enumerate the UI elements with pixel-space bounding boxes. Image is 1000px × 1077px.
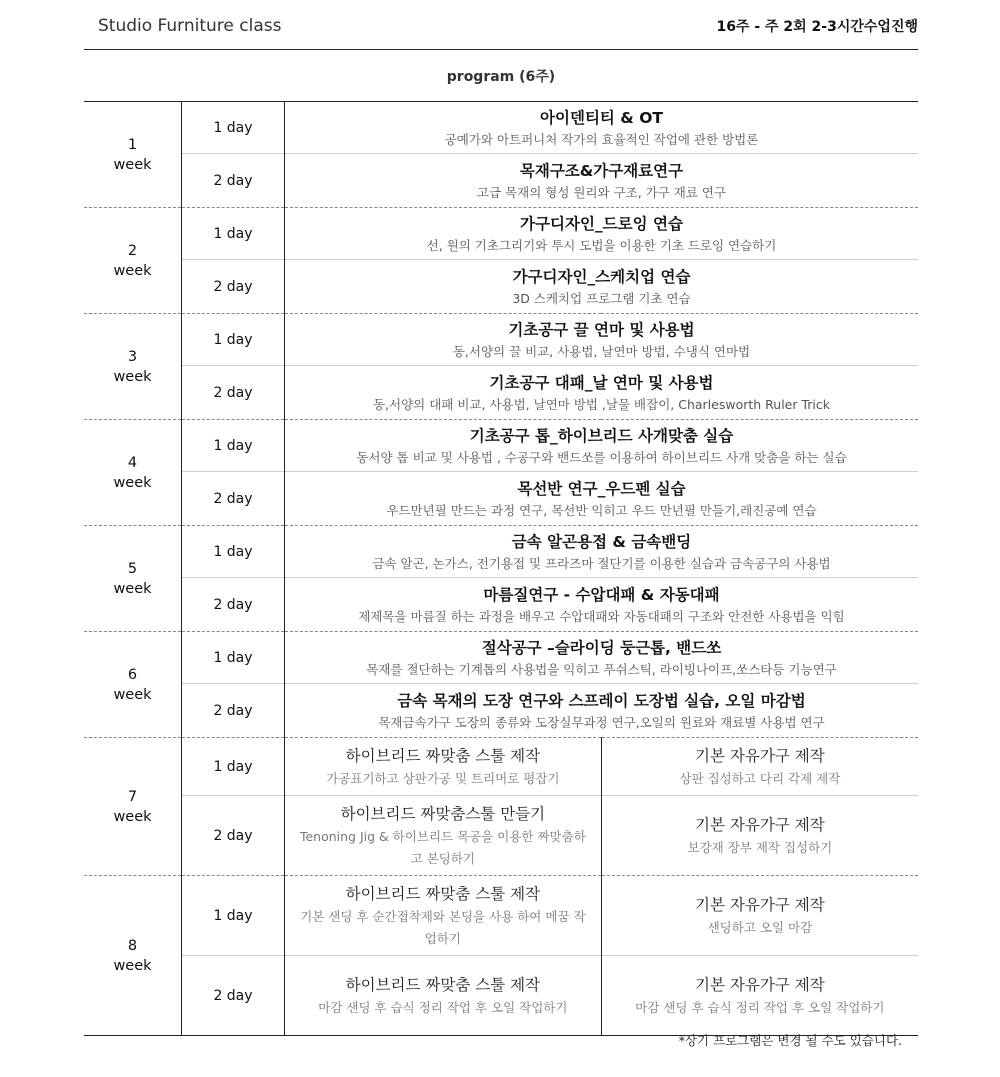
session-description: 동,서양의 끌 비교, 사용법, 날연마 방법, 수냉식 연마법 bbox=[452, 343, 751, 359]
session-title: 마름질연구 - 수압대패 & 자동대패 bbox=[483, 585, 720, 604]
week-number: 6 bbox=[127, 666, 138, 683]
session-title: 하이브리드 짜맞춤 스툴 제작 bbox=[345, 884, 541, 903]
class-schedule: 16주 - 주 2회 2-3시간수업진행 bbox=[716, 19, 918, 35]
session-description: 금속 알곤, 논가스, 전기용접 및 프라즈마 절단기를 이용한 실습과 금속공구의 사용법 bbox=[372, 555, 831, 571]
session-description: 3D 스케치업 프로그램 기초 연습 bbox=[512, 290, 691, 306]
week-cell bbox=[84, 208, 182, 314]
session-title: 목선반 연구_우드펜 실습 bbox=[517, 479, 686, 498]
week-number: 7 bbox=[127, 788, 138, 805]
week-label: week bbox=[113, 686, 152, 703]
session-title: 금속 알곤용접 & 금속밴딩 bbox=[511, 532, 692, 551]
session-title: 하이브리드 짜맞춤 스툴 제작 bbox=[345, 746, 541, 765]
session-title: 가구디자인_드로잉 연습 bbox=[520, 214, 683, 233]
day-cell: 2 day bbox=[182, 366, 285, 420]
session-description: 우드만년필 만드는 과정 연구, 목선반 익히고 우드 만년필 만들기,레진공예 연습 bbox=[386, 502, 817, 518]
day-cell: 2 day bbox=[182, 578, 285, 632]
session-description: 보강재 장부 제작 집성하기 bbox=[687, 839, 833, 855]
session-cell bbox=[285, 154, 919, 208]
session-cell-right bbox=[601, 876, 918, 956]
page-header bbox=[84, 0, 918, 50]
week-number: 4 bbox=[127, 454, 138, 471]
program-title: program (6주) bbox=[446, 69, 556, 85]
session-title: 기본 자유가구 제작 bbox=[695, 975, 825, 994]
week-cell bbox=[84, 738, 182, 876]
session-cell bbox=[285, 632, 919, 684]
session-title: 가구디자인_스케치업 연습 bbox=[512, 267, 691, 286]
session-cell-left bbox=[285, 876, 602, 956]
week-label: week bbox=[113, 368, 152, 385]
table-row bbox=[84, 684, 918, 738]
table-row bbox=[84, 102, 918, 154]
table-row bbox=[84, 366, 918, 420]
week-label: week bbox=[113, 474, 152, 491]
session-cell-right bbox=[601, 796, 918, 876]
session-description: 공예가와 아트퍼니처 작가의 효율적인 작업에 관한 방법론 bbox=[444, 131, 759, 147]
week-cell bbox=[84, 526, 182, 632]
session-cell bbox=[285, 366, 919, 420]
session-cell bbox=[285, 578, 919, 632]
session-description: 목재를 절단하는 기계톱의 사용법을 익히고 푸쉬스틱, 라이빙나이프,쏘스타등 기능연구 bbox=[366, 661, 837, 677]
session-description: 상판 집성하고 다리 각제 제작 bbox=[679, 770, 841, 786]
session-title: 목재구조&가구재료연구 bbox=[519, 161, 684, 180]
table-row bbox=[84, 154, 918, 208]
session-cell-left bbox=[285, 796, 602, 876]
session-cell-right bbox=[601, 738, 918, 796]
session-description: 목재금속가구 도장의 종류와 도장실무과정 연구,오일의 원료와 재료별 사용법 연구 bbox=[378, 714, 825, 730]
table-row bbox=[84, 526, 918, 578]
session-title: 절삭공구 –슬라이딩 둥근톱, 밴드쏘 bbox=[481, 638, 722, 657]
session-cell bbox=[285, 314, 919, 366]
day-cell: 2 day bbox=[182, 472, 285, 526]
session-title: 하이브리드 짜맞춤스툴 만들기 bbox=[340, 804, 546, 823]
week-label: week bbox=[113, 808, 152, 825]
session-description: 동서양 톱 비교 및 사용법 , 수공구와 밴드쏘를 이용하여 하이브리드 사개 맞춤을 하는 실습 bbox=[356, 449, 847, 465]
week-label: week bbox=[113, 957, 152, 974]
day-cell: 1 day bbox=[182, 314, 285, 366]
session-description: Tenoning Jig & 하이브리드 목공을 이용한 짜맞춤하고 본딩하기 bbox=[299, 828, 586, 866]
table-row bbox=[84, 876, 918, 956]
session-cell-left bbox=[285, 956, 602, 1036]
week-label: week bbox=[113, 580, 152, 597]
session-title: 아이덴티티 & OT bbox=[540, 108, 663, 127]
table-row bbox=[84, 472, 918, 526]
day-cell: 1 day bbox=[182, 208, 285, 260]
week-number: 3 bbox=[127, 348, 138, 365]
class-title: Studio Furniture class bbox=[98, 16, 282, 36]
session-title: 기초공구 대패_날 연마 및 사용법 bbox=[489, 373, 714, 392]
session-cell-right bbox=[601, 956, 918, 1036]
session-cell-left bbox=[285, 738, 602, 796]
day-cell: 2 day bbox=[182, 796, 285, 876]
week-cell bbox=[84, 876, 182, 1036]
table-row bbox=[84, 208, 918, 260]
session-description: 샌딩하고 오일 마감 bbox=[707, 919, 813, 935]
table-row bbox=[84, 260, 918, 314]
session-title: 기본 자유가구 제작 bbox=[695, 895, 825, 914]
week-number: 8 bbox=[127, 937, 138, 954]
session-description: 마감 샌딩 후 습식 정리 작업 후 오일 작업하기 bbox=[318, 999, 568, 1015]
table-row bbox=[84, 738, 918, 796]
week-number: 2 bbox=[127, 242, 138, 259]
session-title: 기초공구 끌 연마 및 사용법 bbox=[508, 320, 695, 339]
session-description: 마감 샌딩 후 습식 정리 작업 후 오일 작업하기 bbox=[635, 999, 885, 1015]
day-cell: 1 day bbox=[182, 420, 285, 472]
table-row bbox=[84, 578, 918, 632]
session-description: 기본 샌딩 후 순간접착제와 본딩을 사용 하여 메꿈 작업하기 bbox=[300, 908, 586, 946]
week-cell bbox=[84, 314, 182, 420]
session-title: 금속 목재의 도장 연구와 스프레이 도장법 실습, 오일 마감법 bbox=[397, 691, 806, 710]
day-cell: 1 day bbox=[182, 632, 285, 684]
session-description: 고급 목재의 형성 원리와 구조, 가구 재료 연구 bbox=[476, 184, 727, 200]
week-label: week bbox=[113, 156, 152, 173]
session-title: 기본 자유가구 제작 bbox=[695, 815, 825, 834]
session-description: 선, 원의 기초그리기와 투시 도법을 이용한 기초 드로잉 연습하기 bbox=[426, 237, 777, 253]
day-cell: 2 day bbox=[182, 260, 285, 314]
session-cell bbox=[285, 208, 919, 260]
session-cell bbox=[285, 420, 919, 472]
day-cell: 1 day bbox=[182, 102, 285, 154]
session-title: 기초공구 톱_하이브리드 사개맞춤 실습 bbox=[469, 426, 734, 445]
week-number: 5 bbox=[127, 560, 138, 577]
session-cell bbox=[285, 260, 919, 314]
day-cell: 1 day bbox=[182, 526, 285, 578]
session-cell bbox=[285, 102, 919, 154]
day-cell: 2 day bbox=[182, 684, 285, 738]
table-row bbox=[84, 956, 918, 1036]
week-cell bbox=[84, 102, 182, 208]
day-cell: 1 day bbox=[182, 876, 285, 956]
footnote: *상기 프로그램은 변경 될 수도 있습니다. bbox=[678, 1033, 902, 1048]
session-title: 하이브리드 짜맞춤 스툴 제작 bbox=[345, 975, 541, 994]
session-title: 기본 자유가구 제작 bbox=[695, 746, 825, 765]
table-row bbox=[84, 632, 918, 684]
table-row bbox=[84, 314, 918, 366]
session-description: 가공표기하고 상판가공 및 트리머로 평잡기 bbox=[326, 770, 560, 786]
session-cell bbox=[285, 526, 919, 578]
session-cell bbox=[285, 472, 919, 526]
table-row bbox=[84, 796, 918, 876]
program-table bbox=[84, 101, 918, 1036]
session-description: 제제목을 마름질 하는 과정을 배우고 수압대패와 자동대패의 구조와 안전한 사용법을 익힘 bbox=[358, 608, 845, 624]
week-label: week bbox=[113, 262, 152, 279]
week-cell bbox=[84, 632, 182, 738]
table-row bbox=[84, 420, 918, 472]
day-cell: 1 day bbox=[182, 738, 285, 796]
week-cell bbox=[84, 420, 182, 526]
week-number: 1 bbox=[127, 136, 138, 153]
day-cell: 2 day bbox=[182, 956, 285, 1036]
day-cell: 2 day bbox=[182, 154, 285, 208]
session-cell bbox=[285, 684, 919, 738]
session-description: 동,서양의 대패 비교, 사용법, 날연마 방법 ,날물 배잡이, Charlesworth Ruler Trick bbox=[372, 396, 830, 412]
